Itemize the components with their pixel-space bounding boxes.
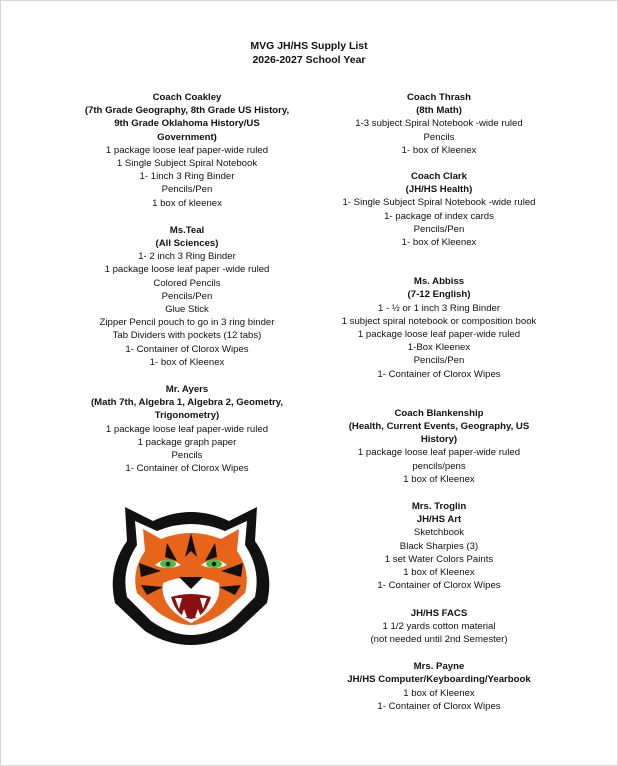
supply-item: (not needed until 2nd Semester) — [370, 633, 508, 645]
supply-item: 1- Container of Clorox Wipes — [377, 368, 501, 380]
section-heading: Ms. Abbiss — [413, 276, 465, 288]
supply-item: Black Sharpies (3) — [399, 540, 479, 552]
supply-item: 1- 1inch 3 Ring Binder — [139, 171, 235, 183]
supply-section-teal — [71, 224, 303, 369]
supply-item: Pencils/Pen — [161, 290, 213, 302]
supply-item: Zipper Pencil pouch to go in 3 ring binder — [99, 317, 275, 329]
supply-item: Glue Stick — [165, 304, 209, 316]
supply-item: 1- 2 inch 3 Ring Binder — [138, 251, 236, 263]
section-heading: (Math 7th, Algebra 1, Algebra 2, Geometry, — [90, 397, 284, 409]
supply-item: 1- box of Kleenex — [149, 356, 225, 368]
tiger-head-logo-icon — [105, 499, 277, 647]
supply-item: 1 box of kleenex — [152, 197, 222, 209]
section-heading: JH/HS Computer/Keyboarding/Yearbook — [347, 674, 531, 686]
section-heading: (7-12 English) — [407, 289, 471, 301]
supply-item: 1- package of index cards — [384, 210, 494, 222]
supply-section-facs — [323, 607, 555, 647]
supply-item: 1- Container of Clorox Wipes — [125, 463, 249, 475]
section-heading: Government) — [157, 131, 217, 143]
section-heading: Trigonometry) — [154, 410, 220, 422]
section-heading: Mr. Ayers — [165, 384, 209, 396]
section-heading: JH/HS Art — [416, 514, 462, 526]
supply-item: Pencils/Pen — [413, 223, 465, 235]
supply-item: 1 box of Kleenex — [403, 473, 475, 485]
supply-item: 1 1/2 yards cotton material — [382, 620, 496, 632]
supply-item: 1 - ½ or 1 inch 3 Ring Binder — [377, 302, 501, 314]
section-heading: Coach Thrash — [407, 92, 471, 103]
supply-item: Pencils — [171, 450, 203, 462]
supply-item: Pencils/Pen — [161, 184, 213, 196]
supply-item: 1 set Water Colors Paints — [384, 553, 494, 565]
supply-item: pencils/pens — [412, 460, 466, 472]
supply-item: 1-Box Kleenex — [407, 342, 471, 354]
supply-section-ayers — [71, 383, 303, 475]
right-column — [323, 91, 555, 713]
section-heading: (7th Grade Geography, 8th Grade US History, — [84, 105, 290, 117]
supply-item: 1- Container of Clorox Wipes — [377, 700, 501, 712]
supply-section-payne — [323, 660, 555, 713]
supply-section-abbiss — [323, 275, 555, 381]
supply-item: Tab Dividers with pockets (12 tabs) — [112, 330, 262, 342]
supply-item: 1 package loose leaf paper -wide ruled — [104, 264, 270, 276]
supply-section-blankenship — [323, 407, 555, 486]
supply-item: Sketchbook — [413, 527, 465, 539]
supply-item: 1- box of Kleenex — [401, 237, 477, 249]
supply-item: 1 Single Subject Spiral Notebook — [116, 158, 258, 170]
section-heading: (Health, Current Events, Geography, US — [348, 421, 530, 433]
supply-item: 1 box of Kleenex — [403, 567, 475, 579]
section-heading: Mrs. Troglin — [411, 501, 467, 513]
left-column — [71, 91, 303, 475]
supply-item: Colored Pencils — [153, 277, 221, 289]
supply-section-troglin — [323, 500, 555, 592]
supply-item: Pencils/Pen — [413, 355, 465, 367]
supply-item: 1- Container of Clorox Wipes — [377, 580, 501, 592]
supply-item: Pencils — [423, 131, 455, 143]
section-heading: Mrs. Payne — [413, 661, 465, 673]
supply-section-clark — [323, 170, 555, 249]
supply-section-thrash — [323, 91, 555, 157]
section-heading: Coach Clark — [411, 171, 467, 183]
school-year-line: 2026-2027 School Year — [252, 54, 366, 66]
supply-item: 1 package loose leaf paper-wide ruled — [105, 423, 269, 435]
supply-item: 1 package loose leaf paper-wide ruled — [105, 144, 269, 156]
section-heading: (8th Math) — [416, 105, 462, 117]
supply-item: 1 package graph paper — [137, 436, 237, 448]
supply-section-coakley — [71, 91, 303, 210]
supply-item: 1- Container of Clorox Wipes — [125, 343, 249, 355]
section-heading: Coach Coakley — [152, 92, 222, 103]
title-line: MVG JH/HS Supply List — [250, 40, 368, 52]
supply-item: 1- box of Kleenex — [401, 144, 477, 156]
section-heading: JH/HS FACS — [410, 607, 468, 619]
supply-item: 1 package loose leaf paper-wide ruled — [357, 447, 521, 459]
section-heading: Ms.Teal — [169, 224, 205, 236]
supply-item: 1 package loose leaf paper-wide ruled — [357, 329, 521, 341]
supply-item: 1 subject spiral notebook or composition book — [341, 315, 537, 327]
section-heading: (All Sciences) — [155, 238, 219, 250]
supply-item: 1 box of Kleenex — [403, 687, 475, 699]
document-title — [1, 39, 617, 67]
section-heading: History) — [420, 434, 458, 446]
section-heading: Coach Blankenship — [394, 407, 484, 419]
supply-item: 1- Single Subject Spiral Notebook -wide ruled — [342, 197, 536, 209]
section-heading: (JH/HS Health) — [405, 184, 473, 196]
section-heading: 9th Grade Oklahoma History/US — [114, 118, 260, 130]
supply-item: 1-3 subject Spiral Notebook -wide ruled — [355, 118, 523, 130]
